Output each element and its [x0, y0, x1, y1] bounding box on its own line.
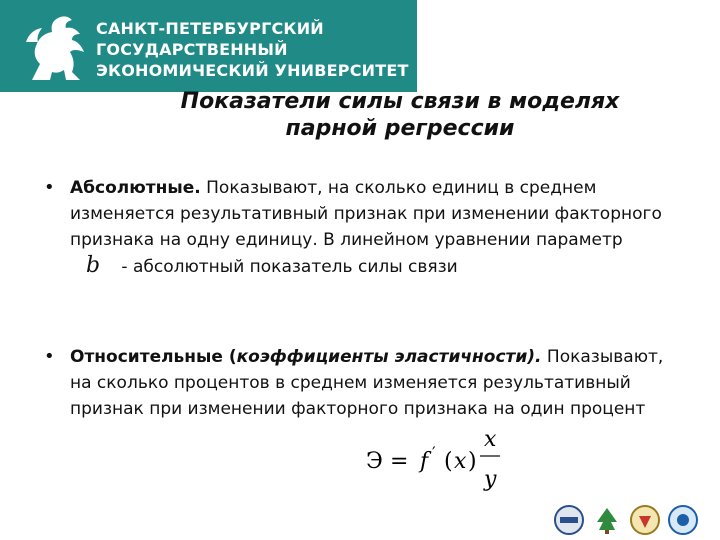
parameter-b: b: [85, 253, 101, 278]
crest-logo-icon: [629, 504, 661, 536]
formula-paren-open: (: [444, 449, 453, 474]
bullet-marker: •: [44, 346, 55, 367]
formula-numerator: x: [484, 427, 497, 452]
griffin-logo-icon: [22, 12, 92, 84]
slide-title: [120, 88, 680, 142]
tree-logo-icon: [591, 504, 623, 536]
university-name: [96, 18, 409, 81]
formula-eq: =: [390, 449, 409, 474]
bullet-text: [70, 344, 674, 422]
university-line-3: ЭКОНОМИЧЕСКИЙ УНИВЕРСИТЕТ: [96, 61, 409, 80]
formula-arg: x: [454, 449, 467, 474]
formula-prime: ′: [432, 443, 436, 462]
formula-lhs: Э: [366, 449, 383, 474]
bullet-lead: Относительные (: [70, 347, 237, 367]
bullet-relative: [44, 344, 674, 422]
university-line-2: ГОСУДАРСТВЕННЫЙ: [96, 40, 288, 59]
university-line-1: САНКТ-ПЕТЕРБУРГСКИЙ: [96, 19, 324, 38]
bullet-body-1: Показывают, на сколько единиц в среднем изменяется результативный признак при изменении факторного признака на одну единицу. В линейном уравнении параметр: [70, 178, 662, 250]
seal-logo-icon: [667, 504, 699, 536]
formula-paren-close: ): [468, 449, 477, 474]
slide-title-line-2: парной регрессии: [285, 116, 515, 141]
bullet-lead: Абсолютные.: [70, 178, 201, 198]
bullet-body-2: - абсолютный показатель силы связи: [116, 257, 458, 277]
bullet-marker: •: [44, 177, 55, 198]
header-banner: [0, 0, 417, 92]
formula-f: f: [420, 449, 429, 474]
slide-title-line-1: Показатели силы связи в моделях: [180, 89, 620, 114]
bullet-absolute: [44, 175, 674, 280]
bullet-body: Показывают, на сколько процентов в среднем изменяется результативный признак при изменении факторного признака на один процент: [70, 347, 664, 419]
formula-denominator: y: [484, 467, 497, 492]
footer-logos: [553, 500, 718, 540]
emblem-logo-icon: [553, 504, 585, 536]
bullet-text: [70, 175, 674, 280]
bullet-lead-italic: коэффициенты эластичности).: [236, 347, 542, 367]
elasticity-formula: [362, 424, 512, 496]
